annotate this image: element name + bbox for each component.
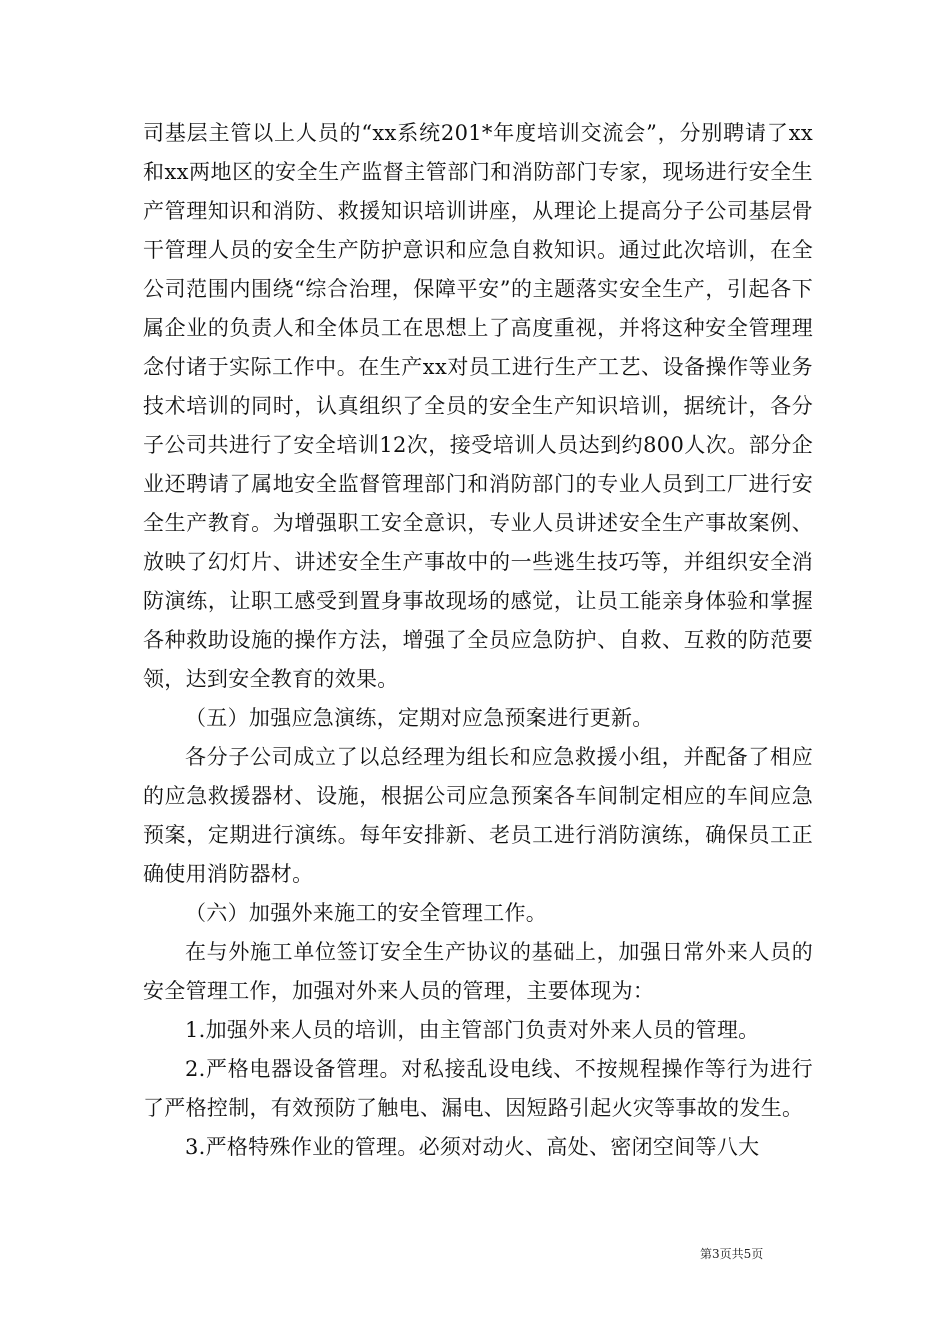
heading-external-construction: （六）加强外来施工的安全管理工作。 [185, 901, 548, 925]
page-number-footer: 第3页共5页 [700, 1247, 764, 1261]
paragraph-emergency-drills: 各分子公司成立了以总经理为组长和应急救援小组，并配备了相应的应急救援器材、设施，根据公司应急预案各车间制定相应的车间应急预案，定期进行演练。每年安排新、老员工进行消防演练，确保员工正确使用消防器材。 [143, 745, 813, 886]
list-item-training: 1.加强外来人员的培训，由主管部门负责对外来人员的管理。 [185, 1018, 760, 1042]
document-body [143, 114, 813, 1167]
list-item-special-operations: 3.严格特殊作业的管理。必须对动火、高处、密闭空间等八大 [185, 1135, 760, 1159]
paragraph-training-summary: 司基层主管以上人员的“xx系统201*年度培训交流会”，分别聘请了xx和xx两地区的安全生产监督主管部门和消防部门专家，现场进行安全生产管理知识和消防、救援知识培训讲座，从理论上提高分子公司基层骨干管理人员的安全生产防护意识和应急自救知识。通过此次培训，在全公司范围内围绕“综合治理，保障平安”的主题落实安全生产，引起各下属企业的负责人和全体员工在思想上了高度重视，并将这种安全管理理念付诸于实际工作中。在生产xx对员工进行生产工艺、设备操作等业务技术培训的同时，认真组织了全员的安全生产知识培训，据统计，各分子公司共进行了安全培训12次，接受培训人员达到约800人次。部分企业还聘请了属地安全监督管理部门和消防部门的专业人员到工厂进行安全生产教育。为增强职工安全意识，专业人员讲述安全生产事故案例、放映了幻灯片、讲述安全生产事故中的一些逃生技巧等，并组织安全消防演练，让职工感受到置身事故现场的感觉，让员工能亲身体验和掌握各种救助设施的操作方法，增强了全员应急防护、自救、互救的防范要领，达到安全教育的效果。 [143, 121, 813, 691]
list-item-electrical: 2.严格电器设备管理。对私接乱设电线、不按规程操作等行为进行了严格控制，有效预防了触电、漏电、因短路引起火灾等事故的发生。 [143, 1057, 813, 1120]
heading-emergency-drills: （五）加强应急演练，定期对应急预案进行更新。 [185, 706, 654, 730]
paragraph-external-construction: 在与外施工单位签订安全生产协议的基础上，加强日常外来人员的安全管理工作，加强对外来人员的管理，主要体现为： [143, 940, 813, 1003]
